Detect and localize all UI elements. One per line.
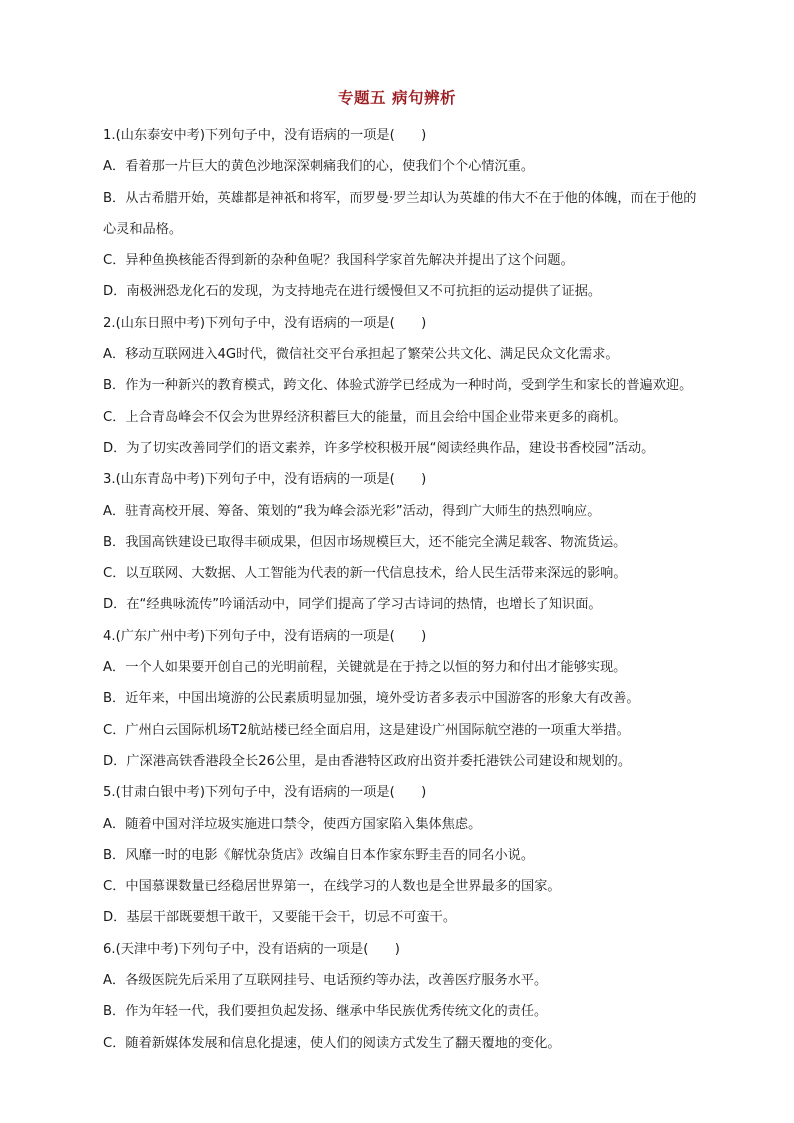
text-line: B．风靡一时的电影《解忧杂货店》改编自日本作家东野圭吾的同名小说。 bbox=[103, 847, 535, 863]
text-line: 6.(天津中考)下列句子中，没有语病的一项是( ) bbox=[103, 941, 400, 957]
text-line: D．为了切实改善同学们的语文素养，许多学校积极开展“阅读经典作品，建设书香校园”活动。 bbox=[103, 440, 655, 456]
text-line: B．作为一种新兴的教育模式，跨文化、体验式游学已经成为一种时尚，受到学生和家长的普遍欢迎。 bbox=[103, 378, 693, 394]
text-line: D．基层干部既要想干敢干，又要能干会干，切忌不可蛮干。 bbox=[103, 910, 457, 926]
text-line: A．看着那一片巨大的黄色沙地深深刺痛我们的心，使我们个个心情沉重。 bbox=[103, 159, 535, 175]
question-list bbox=[103, 120, 723, 1059]
text-line: C．异种鱼换核能否得到新的杂种鱼呢？我国科学家首先解决并提出了这个问题。 bbox=[103, 253, 574, 269]
text-line: C．中国慕课数量已经稳居世界第一，在线学习的人数也是全世界最多的国家。 bbox=[103, 879, 561, 895]
text-line: A．驻青高校开展、筹备、策划的“我为峰会添光彩”活动，得到广大师生的热烈响应。 bbox=[103, 503, 601, 519]
text-line: A．移动互联网进入4G时代，微信社交平台承担起了繁荣公共文化、满足民众文化需求。 bbox=[103, 347, 619, 363]
page-title: 专题五 病句辨析 bbox=[338, 88, 456, 107]
text-line: D．在“经典咏流传”吟诵活动中，同学们提高了学习古诗词的热情，也增长了知识面。 bbox=[103, 597, 602, 613]
text-line: C．随着新媒体发展和信息化提速，使人们的阅读方式发生了翻天覆地的变化。 bbox=[103, 1035, 561, 1051]
text-line: B．近年来，中国出境游的公民素质明显加强，境外受访者多表示中国游客的形象大有改善。 bbox=[103, 691, 640, 707]
text-line: C．以互联网、大数据、人工智能为代表的新一代信息技术，给人民生活带来深远的影响。 bbox=[103, 566, 627, 582]
text-line: B．作为年轻一代，我们要担负起发扬、继承中华民族优秀传统文化的责任。 bbox=[103, 1004, 548, 1020]
text-line: A．各级医院先后采用了互联网挂号、电话预约等办法，改善医疗服务水平。 bbox=[103, 973, 548, 989]
text-line: A．随着中国对洋垃圾实施进口禁令，使西方国家陷入集体焦虑。 bbox=[103, 816, 482, 832]
text-line: 5.(甘肃白银中考)下列句子中，没有语病的一项是( ) bbox=[103, 785, 427, 801]
text-line: A．一个人如果要开创自己的光明前程，关键就是在于持之以恒的努力和付出才能够实现。 bbox=[103, 660, 627, 676]
text-line: 1.(山东泰安中考)下列句子中，没有语病的一项是( ) bbox=[103, 128, 427, 143]
text-line: 心灵和品格。 bbox=[103, 221, 183, 237]
text-line: D．南极洲恐龙化石的发现，为支持地壳在进行缓慢但又不可抗拒的运动提供了证据。 bbox=[103, 284, 602, 300]
text-line: 3.(山东青岛中考)下列句子中，没有语病的一项是( ) bbox=[103, 472, 427, 488]
text-line: C．上合青岛峰会不仅会为世界经济积蓄巨大的能量，而且会给中国企业带来更多的商机。 bbox=[103, 409, 627, 425]
text-line: B．我国高铁建设已取得丰硕成果，但因市场规模巨大，还不能完全满足载客、物流货运。 bbox=[103, 534, 627, 550]
text-line: B．从古希腊开始，英雄都是神祇和将军，而罗曼·罗兰却认为英雄的伟大不在于他的体魄，而在于他的 bbox=[103, 190, 697, 206]
text-line: C．广州白云国际机场T2航站楼已经全面启用，这是建设广州国际航空港的一项重大举措。 bbox=[103, 722, 630, 738]
text-line: D．广深港高铁香港段全长26公里，是由香港特区政府出资并委托港铁公司建设和规划的。 bbox=[103, 753, 632, 769]
text-line: 4.(广东广州中考)下列句子中，没有语病的一项是( ) bbox=[103, 628, 427, 644]
text-line: 2.(山东日照中考)下列句子中，没有语病的一项是( ) bbox=[103, 315, 427, 331]
